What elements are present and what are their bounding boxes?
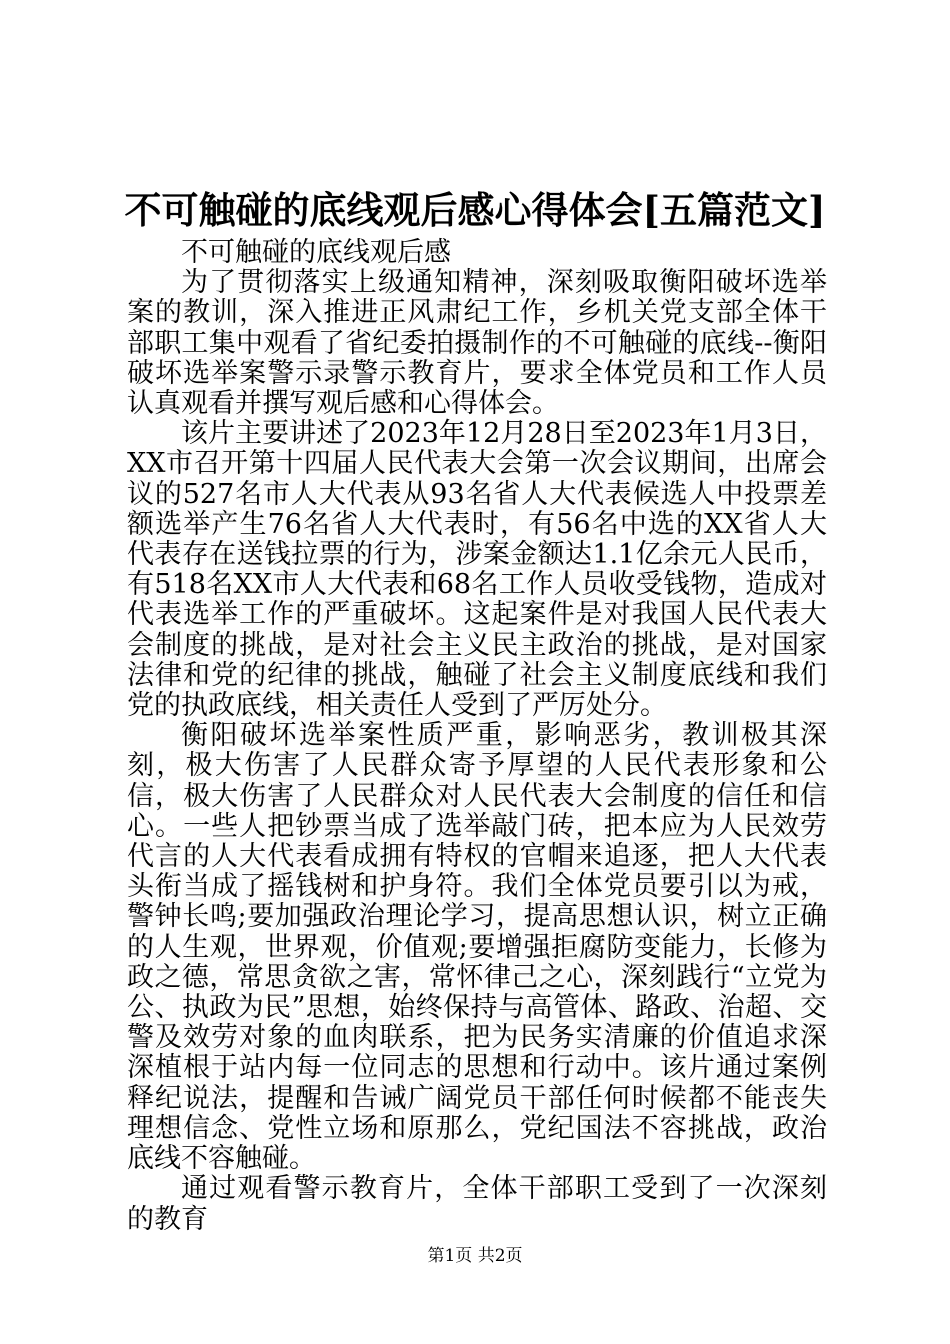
paragraph-1: 为了贯彻落实上级通知精神，深刻吸取衡阳破坏选举案的教训，深入推进正风肃纪工作，乡机关党支部全体干部职工集中观看了省纪委拍摄制作的不可触碰的底线--衡阳破坏选举案警示录警示教育片，要求全体党员和工作人员认真观看并撰写观后感和心得体会。 xyxy=(127,267,827,420)
paragraph-3: 衡阳破坏选举案性质严重，影响恶劣，教训极其深刻，极大伤害了人民群众寄予厚望的人民代表形象和公信，极大伤害了人民群众对人民代表大会制度的信任和信心。一些人把钞票当成了选举敲门砖，把本应为人民效劳代言的人大代表看成拥有特权的官帽来追逐，把人大代表头衔当成了摇钱树和护身符。我们全体党员要引以为戒，警钟长鸣;要加强政治理论学习，提高思想认识，树立正确的人生观，世界观，价值观;要增强拒腐防变能力，长修为政之德，常思贪欲之害，常怀律己之心，深刻践行“立党为公、执政为民”思想，始终保持与高管体、路政、治超、交警及效劳对象的血肉联系，把为民务实清廉的价值追求深深植根于站内每一位同志的思想和行动中。该片通过案例释纪说法，提醒和告诫广阔党员干部任何时候都不能丧失理想信念、党性立场和原那么，党纪国法不容挑战，政治底线不容触碰。 xyxy=(127,720,827,1175)
paragraph-4: 通过观看警示教育片，全体干部职工受到了一次深刻的教育 xyxy=(127,1173,827,1235)
page-footer: 第1页 共2页 xyxy=(427,1246,523,1266)
document-subtitle: 不可触碰的底线观后感 xyxy=(181,237,451,268)
paragraph-2: 该片主要讲述了2023年12月28日至2023年1月3日，XX市召开第十四届人民代表大会第一次会议期间，出席会议的527名市人大代表从93名省人大代表候选人中投票差额选举产生76名省人大代表时，有56名中选的XX省人大代表存在送钱拉票的行为，涉案金额达1.1亿余元人民币，有518名XX市人大代表和68名工作人员收受钱物，造成对代表选举工作的严重破坏。这起案件是对我国人民代表大会制度的挑战，是对社会主义民主政治的挑战，是对国家法律和党的纪律的挑战，触碰了社会主义制度底线和我们党的执政底线，相关责任人受到了严厉处分。 xyxy=(127,418,827,722)
document-title: 不可触碰的底线观后感心得体会[五篇范文] xyxy=(124,188,826,232)
document-body xyxy=(127,238,827,1235)
